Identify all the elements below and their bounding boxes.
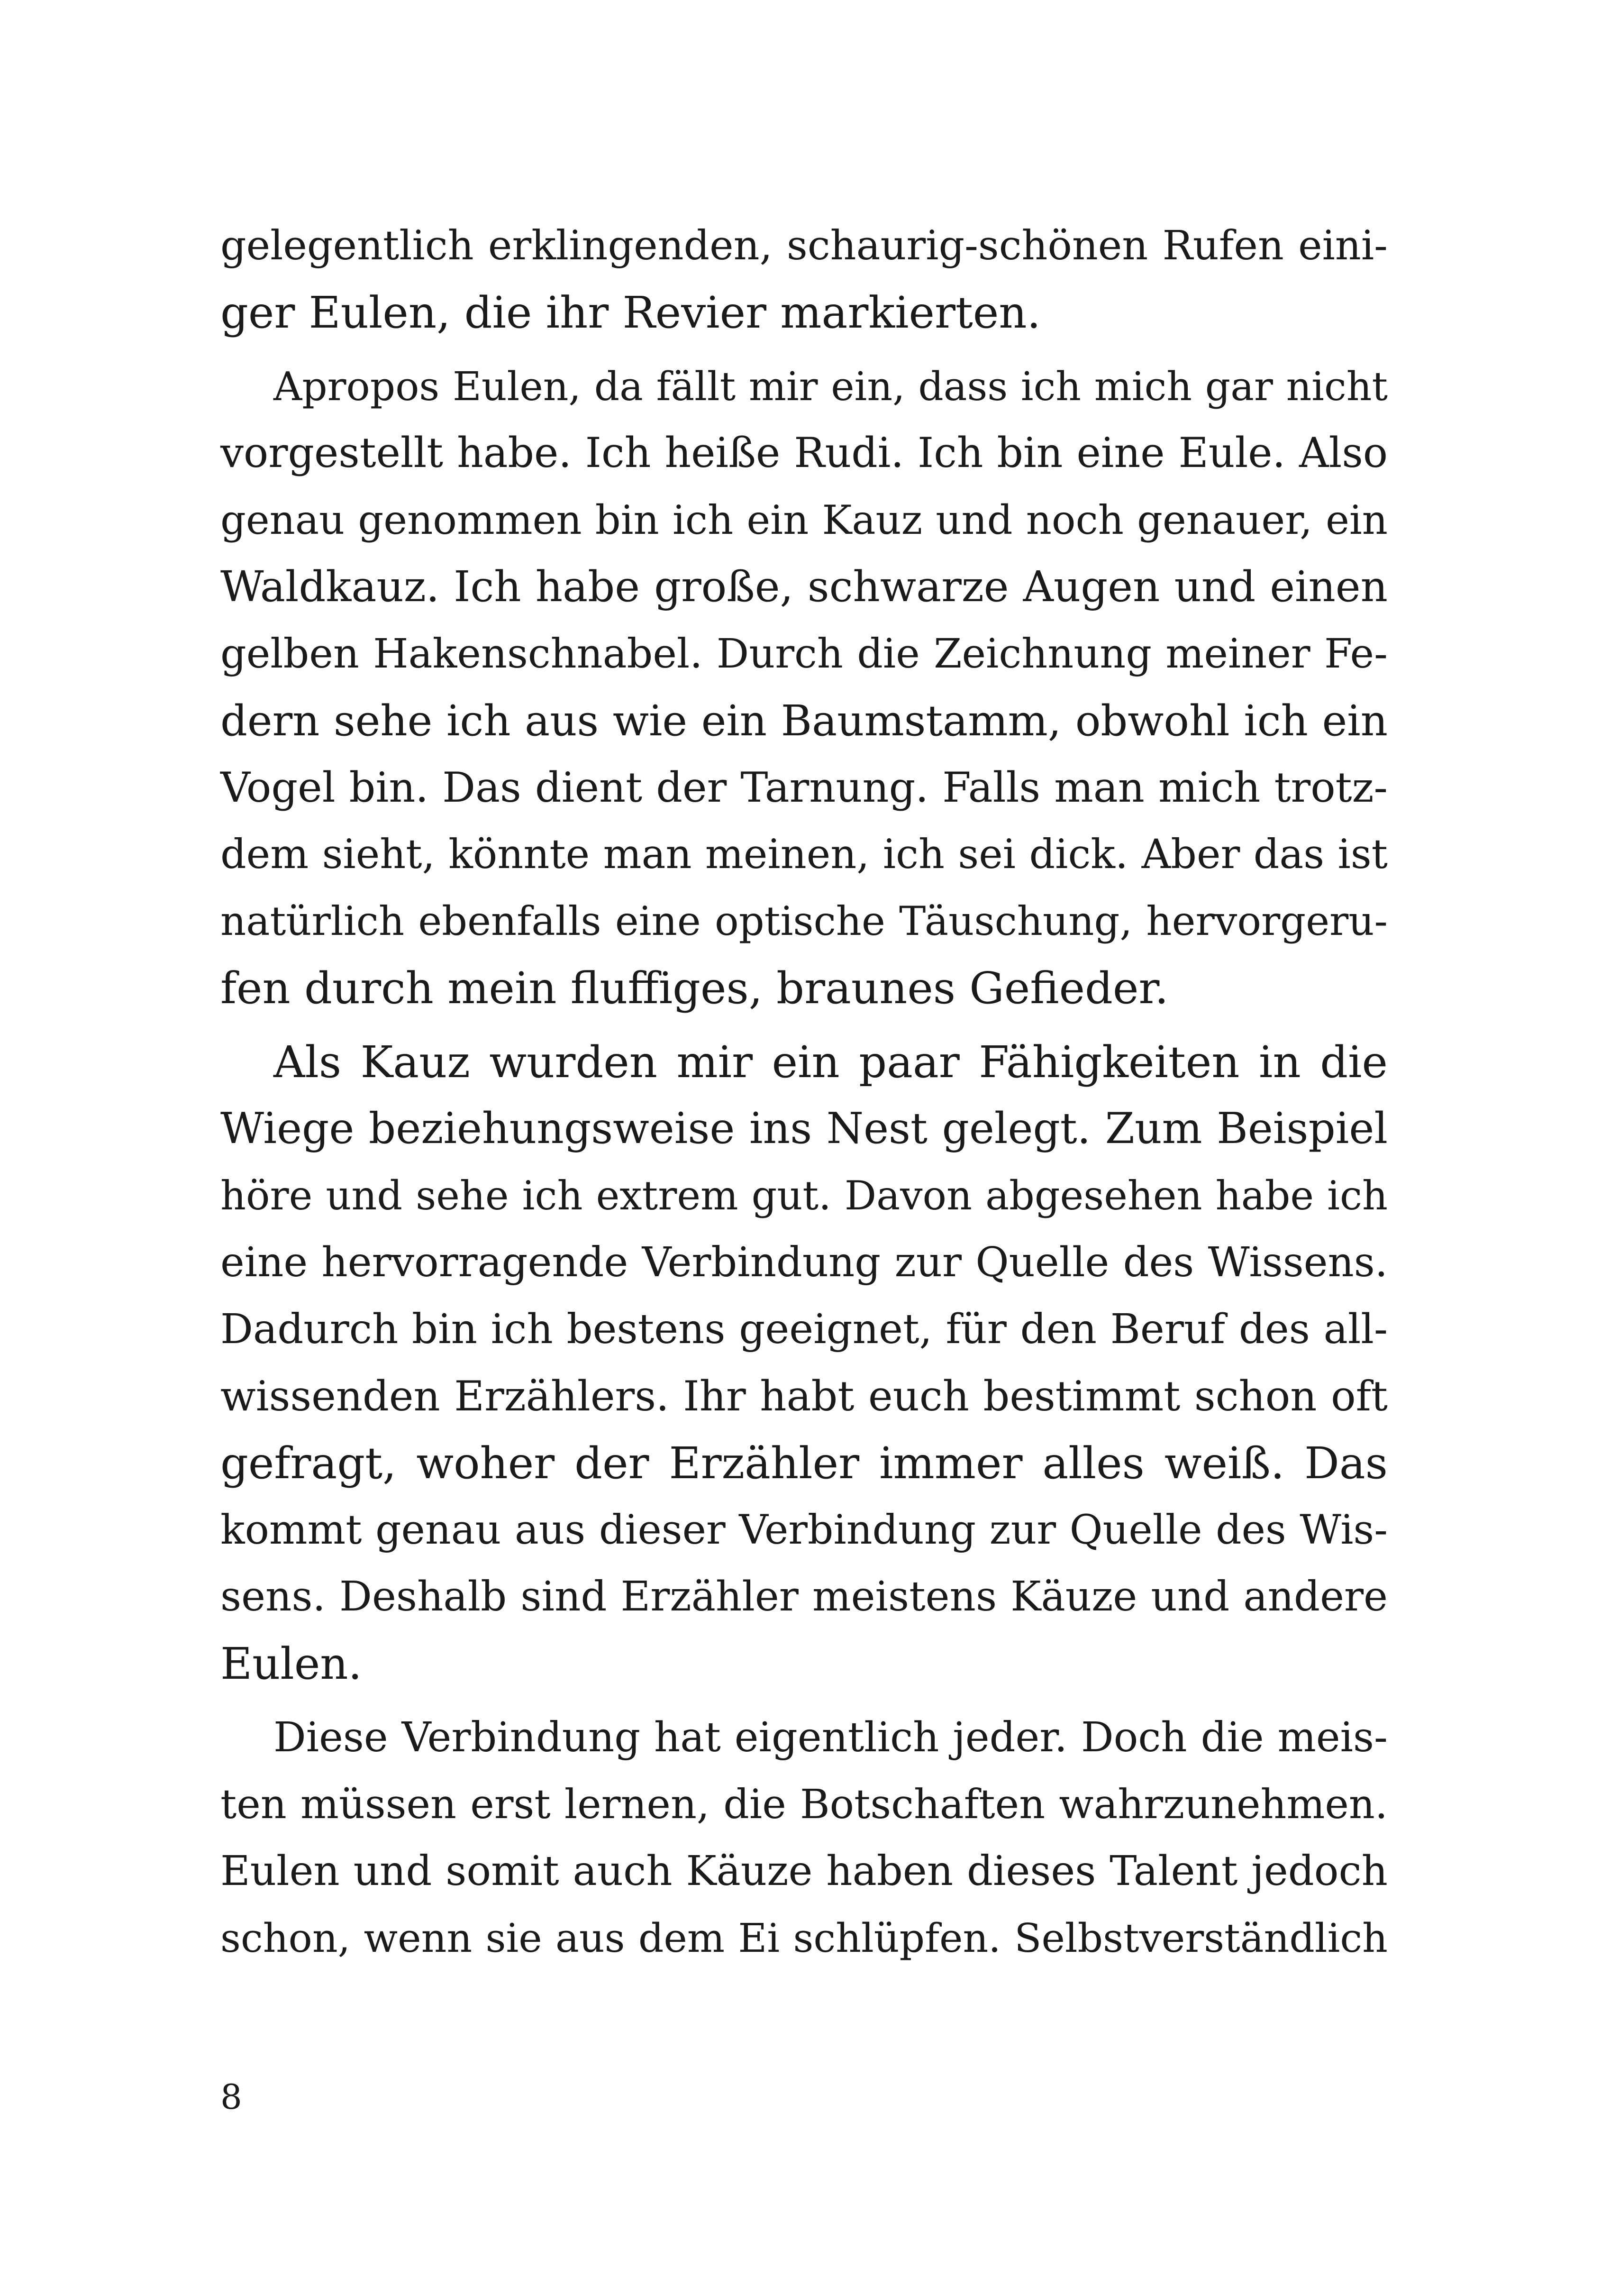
text-line: Dadurch bin ich bestens geeignet, für den Beruf des all-	[220, 1306, 1388, 1353]
text-line: ger Eulen, die ihr Revier markierten.	[220, 287, 1041, 338]
text-line: wissenden Erzählers. Ihr habt euch bestimmt schon oft	[220, 1372, 1388, 1420]
text-line: gelegentlich erklingenden, schaurig-schönen Rufen eini-	[220, 222, 1388, 269]
text-line: Apropos Eulen, da fällt mir ein, dass ich mich gar nicht	[273, 364, 1388, 410]
text-line: genau genommen bin ich ein Kauz und noch genauer, ein	[220, 497, 1388, 543]
text-line: gefragt, woher der Erzähler immer alles weiß. Das	[220, 1438, 1388, 1489]
text-line: Wiege beziehungsweise ins Nest gelegt. Zum Beispiel	[220, 1104, 1388, 1153]
text-line: dem sieht, könnte man meinen, ich sei dick. Aber das ist	[220, 831, 1388, 878]
text-line: schon, wenn sie aus dem Ei schlüpfen. Selbstverständlich	[220, 1915, 1388, 1961]
text-line: kommt genau aus dieser Verbindung zur Quelle des Wis-	[220, 1507, 1388, 1554]
paragraph	[220, 212, 1388, 346]
text-line: Waldkauz. Ich habe große, schwarze Augen und einen	[220, 562, 1388, 612]
paragraph	[220, 353, 1388, 1022]
text-line: Eulen.	[220, 1638, 362, 1689]
text-line: ten müssen erst lernen, die Botschaften wahrzunehmen.	[220, 1781, 1388, 1828]
text-line: gelben Hakenschnabel. Durch die Zeichnung meiner Fe-	[220, 631, 1388, 677]
page-number: 8	[220, 2077, 242, 2117]
text-line: dern sehe ich aus wie ein Baumstamm, obwohl ich ein	[220, 696, 1388, 745]
text-line: sens. Deshalb sind Erzähler meistens Käuze und andere	[220, 1573, 1388, 1620]
text-line: Als Kauz wurden mir ein paar Fähigkeiten in die	[273, 1037, 1388, 1088]
text-line: höre und sehe ich extrem gut. Davon abgesehen habe ich	[220, 1172, 1388, 1219]
text-line: fen durch mein fluffiges, braunes Gefieder.	[220, 963, 1169, 1014]
text-line: eine hervorragende Verbindung zur Quelle des Wissens.	[220, 1239, 1388, 1286]
text-line: Diese Verbindung hat eigentlich jeder. Doch die meis-	[273, 1714, 1388, 1761]
text-line: natürlich ebenfalls eine optische Täuschung, hervorgeru-	[220, 898, 1388, 944]
text-line: vorgestellt habe. Ich heiße Rudi. Ich bin eine Eule. Also	[220, 430, 1388, 477]
paragraph	[220, 1029, 1388, 1697]
body-text	[220, 212, 1388, 1972]
text-line: Eulen und somit auch Käuze haben dieses Talent jedoch	[220, 1848, 1388, 1895]
text-line: Vogel bin. Das dient der Tarnung. Falls man mich trotz-	[220, 763, 1388, 812]
paragraph	[220, 1704, 1388, 1972]
